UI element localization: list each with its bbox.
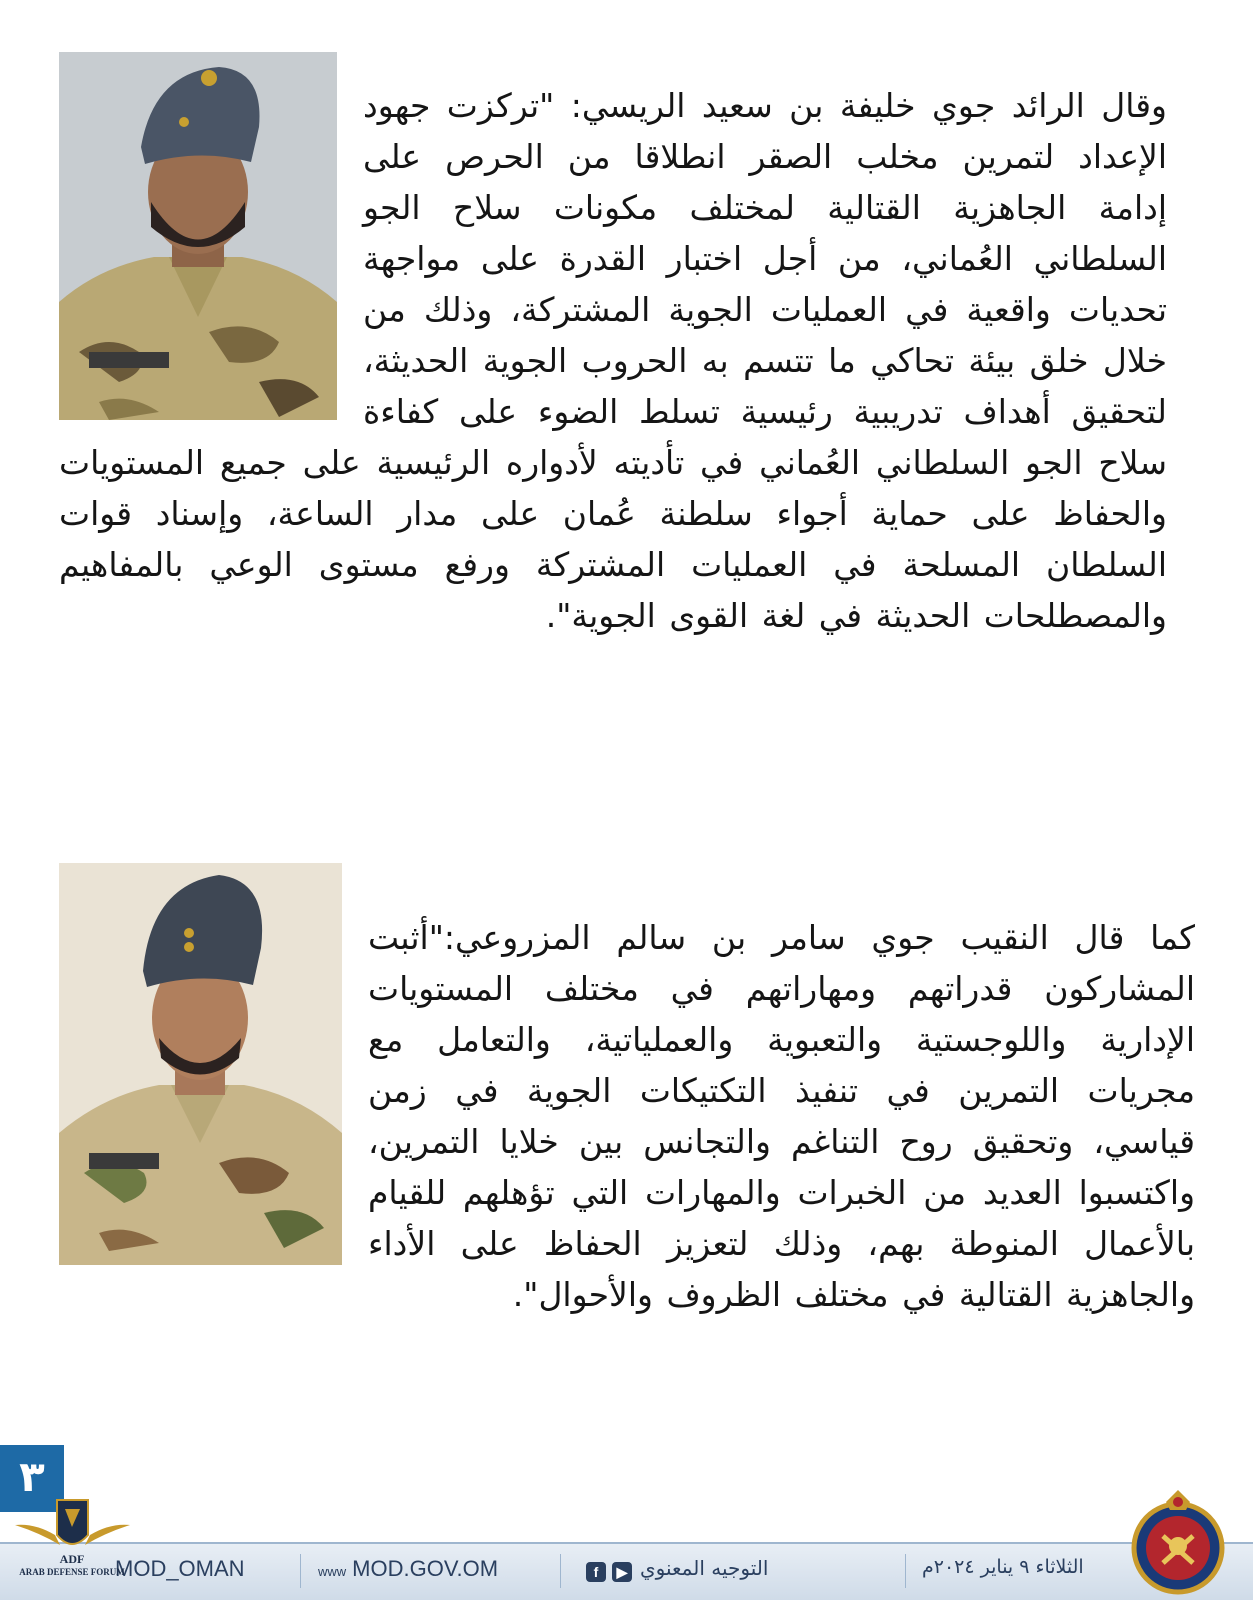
photo-1-spacer xyxy=(59,80,337,420)
eagle-shield-icon xyxy=(10,1495,135,1585)
footer-divider xyxy=(560,1554,561,1588)
paragraph-2-text: كما قال النقيب جوي سامر بن سالم المزروعي:"أثبت المشاركون قدراتهم ومهاراتهم في مختلف المستويات الإدارية واللوجستية والتعبوية والعملياتية، والتعامل مع مجريات التمرين في تنفيذ التكتيكات الجوية في زمن قياسي، وتحقيق روح التناغم والتجانس بين خلايا التمرين، واكتسبوا العديد من الخبرات والمهارات التي تؤهلهم للقيام بالأعمال المنوطة بهم، وذلك لتعزيز الحفاظ على الأداء والجاهزية القتالية في مختلف الظروف والأحوال". xyxy=(368,918,1195,1314)
emblem-icon xyxy=(1123,1488,1233,1596)
footer-social-icons xyxy=(580,1558,632,1584)
footer-web-prefix: www xyxy=(318,1564,347,1579)
youtube-icon[interactable]: ▶ xyxy=(612,1562,632,1582)
footer-website-link[interactable] xyxy=(318,1556,498,1582)
footer-date: الثلاثاء ٩ يناير ٢٠٢٤م xyxy=(922,1556,1084,1578)
footer-divider xyxy=(905,1554,906,1588)
footer-department: التوجيه المعنوي xyxy=(640,1556,769,1580)
adf-logo-abbrev: ADF xyxy=(59,1552,85,1566)
facebook-icon[interactable]: f xyxy=(586,1562,606,1582)
photo-2-spacer xyxy=(59,912,342,1267)
paragraph-1 xyxy=(59,80,1195,641)
footer-divider xyxy=(300,1554,301,1588)
footer-bar xyxy=(0,1542,1253,1600)
paragraph-2 xyxy=(59,912,1195,1320)
page-number-badge: ٣ xyxy=(0,1445,64,1512)
adf-logo-name: ARAB DEFENSE FORUM xyxy=(19,1567,125,1577)
paragraph-1-text: وقال الرائد جوي خليفة بن سعيد الريسي: "تركزت جهود الإعداد لتمرين مخلب الصقر انطلاقا من الحرص على إدامة الجاهزية القتالية لمختلف مكونات سلاح الجو السلطاني العُماني، من أجل اختبار القدرة على مواجهة تحديات واقعية في العمليات الجوية المشتركة، وذلك من خلال خلق بيئة تحاكي ما تتسم به الحروب الجوية الحديثة، لتحقيق أهداف تدريبية رئيسية تسلط الضوء على كفاءة سلاح الجو السلطاني العُماني في تأديته لأدواره الرئيسية على جميع المستويات والحفاظ على حماية أجواء سلطنة عُمان على مدار الساعة، وإسناد قوات السلطان المسلحة في العمليات المشتركة ورفع مستوى الوعي بالمفاهيم والمصطلحات الحديثة في لغة القوى الجوية". xyxy=(59,86,1167,635)
ministry-emblem xyxy=(1123,1488,1233,1596)
footer-social-handle[interactable]: MOD_OMAN xyxy=(115,1556,245,1581)
footer-website: MOD.GOV.OM xyxy=(352,1556,499,1581)
adf-watermark-logo xyxy=(10,1495,135,1585)
